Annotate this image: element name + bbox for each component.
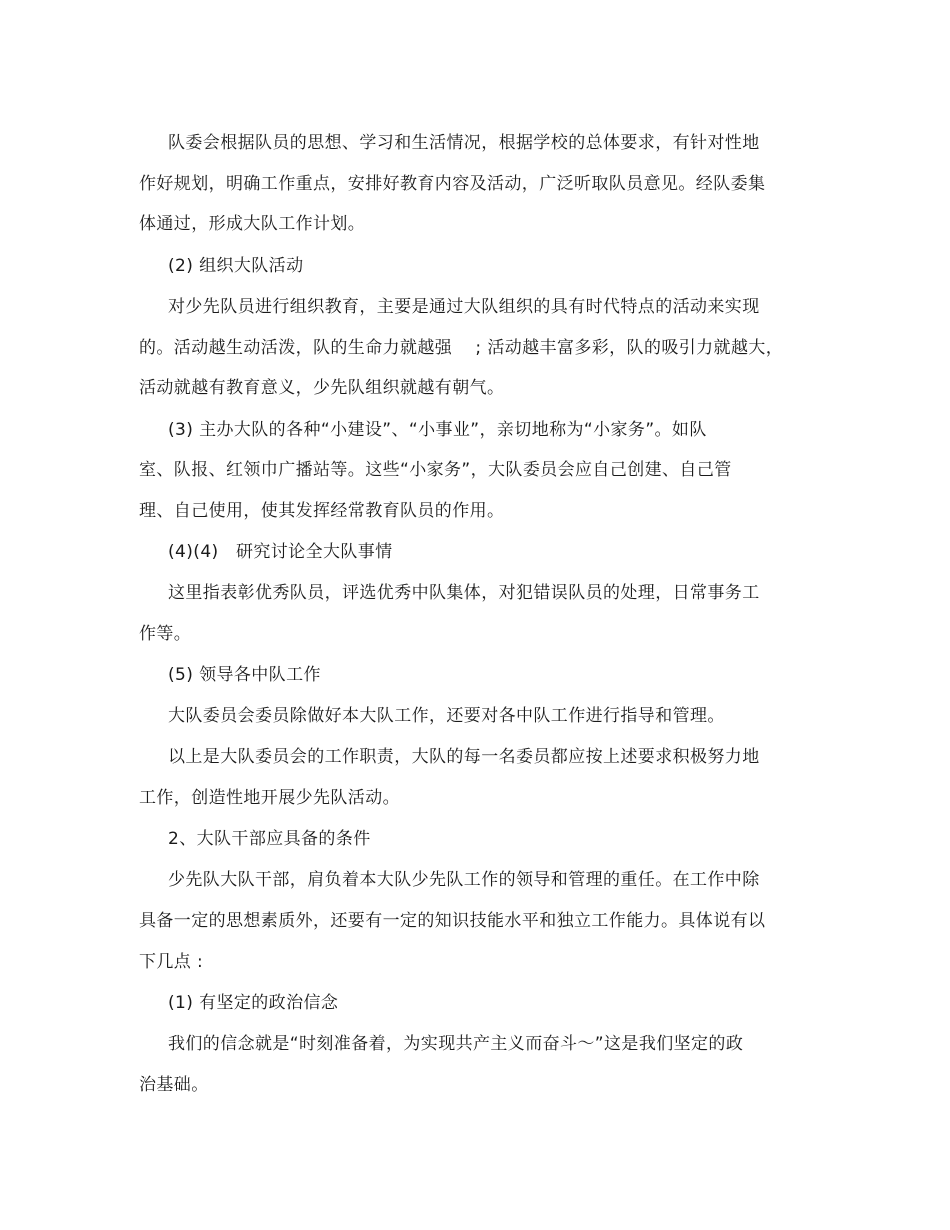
section-heading: (5) 领导各中队工作 (168, 665, 321, 685)
text-line: 下几点 : (139, 952, 204, 972)
text-line: 室、队报、红领巾广播站等。这些“小家务”，大队委员会应自己创建、自己管 (139, 460, 732, 480)
text-line: 的。活动越生动活泼，队的生命力就越强 ; 活动越丰富多彩，队的吸引力就越大， (139, 338, 784, 358)
section-heading: (2) 组织大队活动 (168, 256, 304, 276)
text-line: 治基础。 (139, 1075, 209, 1095)
section-heading: (4)(4) 研究讨论全大队事情 (168, 542, 393, 562)
section-heading: 2、大队干部应具备的条件 (168, 829, 371, 849)
text-line: 体通过，形成大队工作计划。 (139, 214, 366, 234)
text-line: 队委会根据队员的思想、学习和生活情况，根据学校的总体要求，有针对性地 (168, 133, 760, 153)
text-line: 工作，创造性地开展少先队活动。 (139, 788, 400, 808)
text-line: 我们的信念就是“时刻准备着，为实现共产主义而奋斗～”这是我们坚定的政 (168, 1034, 744, 1054)
text-line: 这里指表彰优秀队员，评选优秀中队集体，对犯错误队员的处理，日常事务工 (168, 583, 760, 603)
text-line: 活动就越有教育意义，少先队组织就越有朝气。 (139, 378, 505, 398)
text-line: (3) 主办大队的各种“小建设”、“小事业”，亲切地称为“小家务”。如队 (168, 420, 707, 440)
text-line: 具备一定的思想素质外，还要有一定的知识技能水平和独立工作能力。具体说有以 (139, 911, 766, 931)
text-line: 理、自己使用，使其发挥经常教育队员的作用。 (139, 501, 505, 521)
text-line: 对少先队员进行组织教育，主要是通过大队组织的具有时代特点的活动来实现 (168, 297, 760, 317)
text-line: 作好规划，明确工作重点，安排好教育内容及活动，广泛听取队员意见。经队委集 (139, 174, 766, 194)
text-line: 以上是大队委员会的工作职责，大队的每一名委员都应按上述要求积极努力地 (168, 747, 760, 767)
text-line: 作等。 (139, 624, 192, 644)
section-heading: (1) 有坚定的政治信念 (168, 993, 339, 1013)
text-line: 少先队大队干部，肩负着本大队少先队工作的领导和管理的重任。在工作中除 (168, 870, 760, 890)
text-line: 大队委员会委员除做好本大队工作，还要对各中队工作进行指导和管理。 (168, 706, 725, 726)
